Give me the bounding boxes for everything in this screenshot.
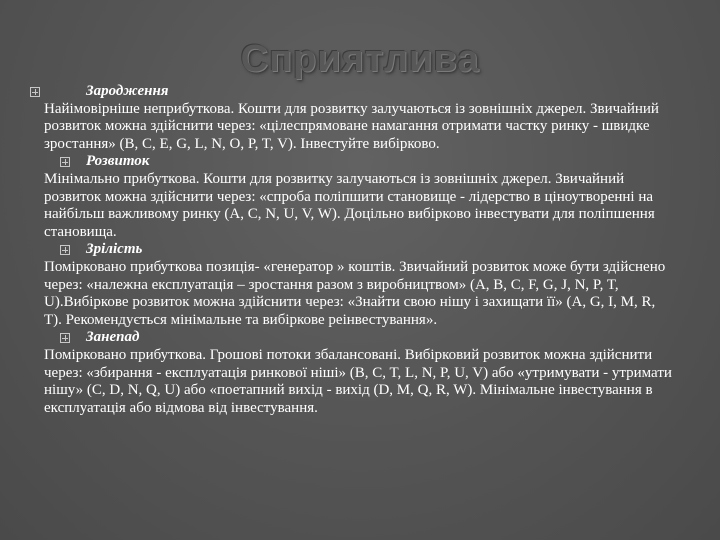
section-body: Помірковано прибуткова позиція- «генератор » коштів. Звичайний розвиток може бути здійснено через: «належна експлуатація – зростання разом з виробництвом» (A, B, C, F, G, J, N, P, T, U).Вибіркове розвиток можна здійснити через: «Знайти свою нішу і захищати її» (A, G, I, M, R, T). Рекомендується мінімальне та вибіркове реінвестування». [44, 258, 666, 328]
section-heading: Зрілість [86, 241, 143, 258]
section-heading: Розвиток [86, 153, 150, 170]
section-heading-row [44, 83, 672, 101]
section-heading: Зародження [86, 83, 169, 99]
section-heading-row [44, 153, 672, 171]
slide-title: Сприятлива [240, 38, 480, 80]
section-body: Найімовірніше неприбуткова. Кошти для розвитку залучаються із зовнішніх джерел. Звичайний розвиток можна здійснити через: «цілеспрямоване намагання отримати частку ринку - швидке зростання» (B, C, E, G, L, N, O, P, T, V). Інвестуйте вибірково. [44, 100, 659, 152]
section-heading-row [44, 241, 672, 259]
checkbox-bullet-icon [60, 245, 70, 255]
checkbox-bullet-icon [60, 333, 70, 343]
section-body: Мінімально прибуткова. Кошти для розвитку залучаються із зовнішніх джерел. Звичайний розвиток можна здійснити через: «спроба поліпшити становище - лідерство в ціноутворенні на найбільш важливому ринку (A, C, N, U, V, W). Доцільно вибірково інвестувати для поліпшення становища. [44, 170, 655, 240]
slide-content [44, 83, 672, 417]
section-heading-row [44, 329, 672, 347]
section-heading: Занепад [86, 329, 140, 346]
checkbox-bullet-icon [60, 157, 70, 167]
checkbox-bullet-icon [30, 87, 40, 97]
section-body: Помірковано прибуткова. Грошові потоки збалансовані. Вибірковий розвиток можна здійснити через: «збирання - експлуатація ринкової ніші» (B, C, T, L, N, P, U, V) або «утримувати - утримати нішу» (C, D, N, Q, U) або «поетапний вихід - вихід (D, M, Q, R, W). Мінімальне інвестування в експлуатація або відмова від інвестування. [44, 346, 672, 416]
